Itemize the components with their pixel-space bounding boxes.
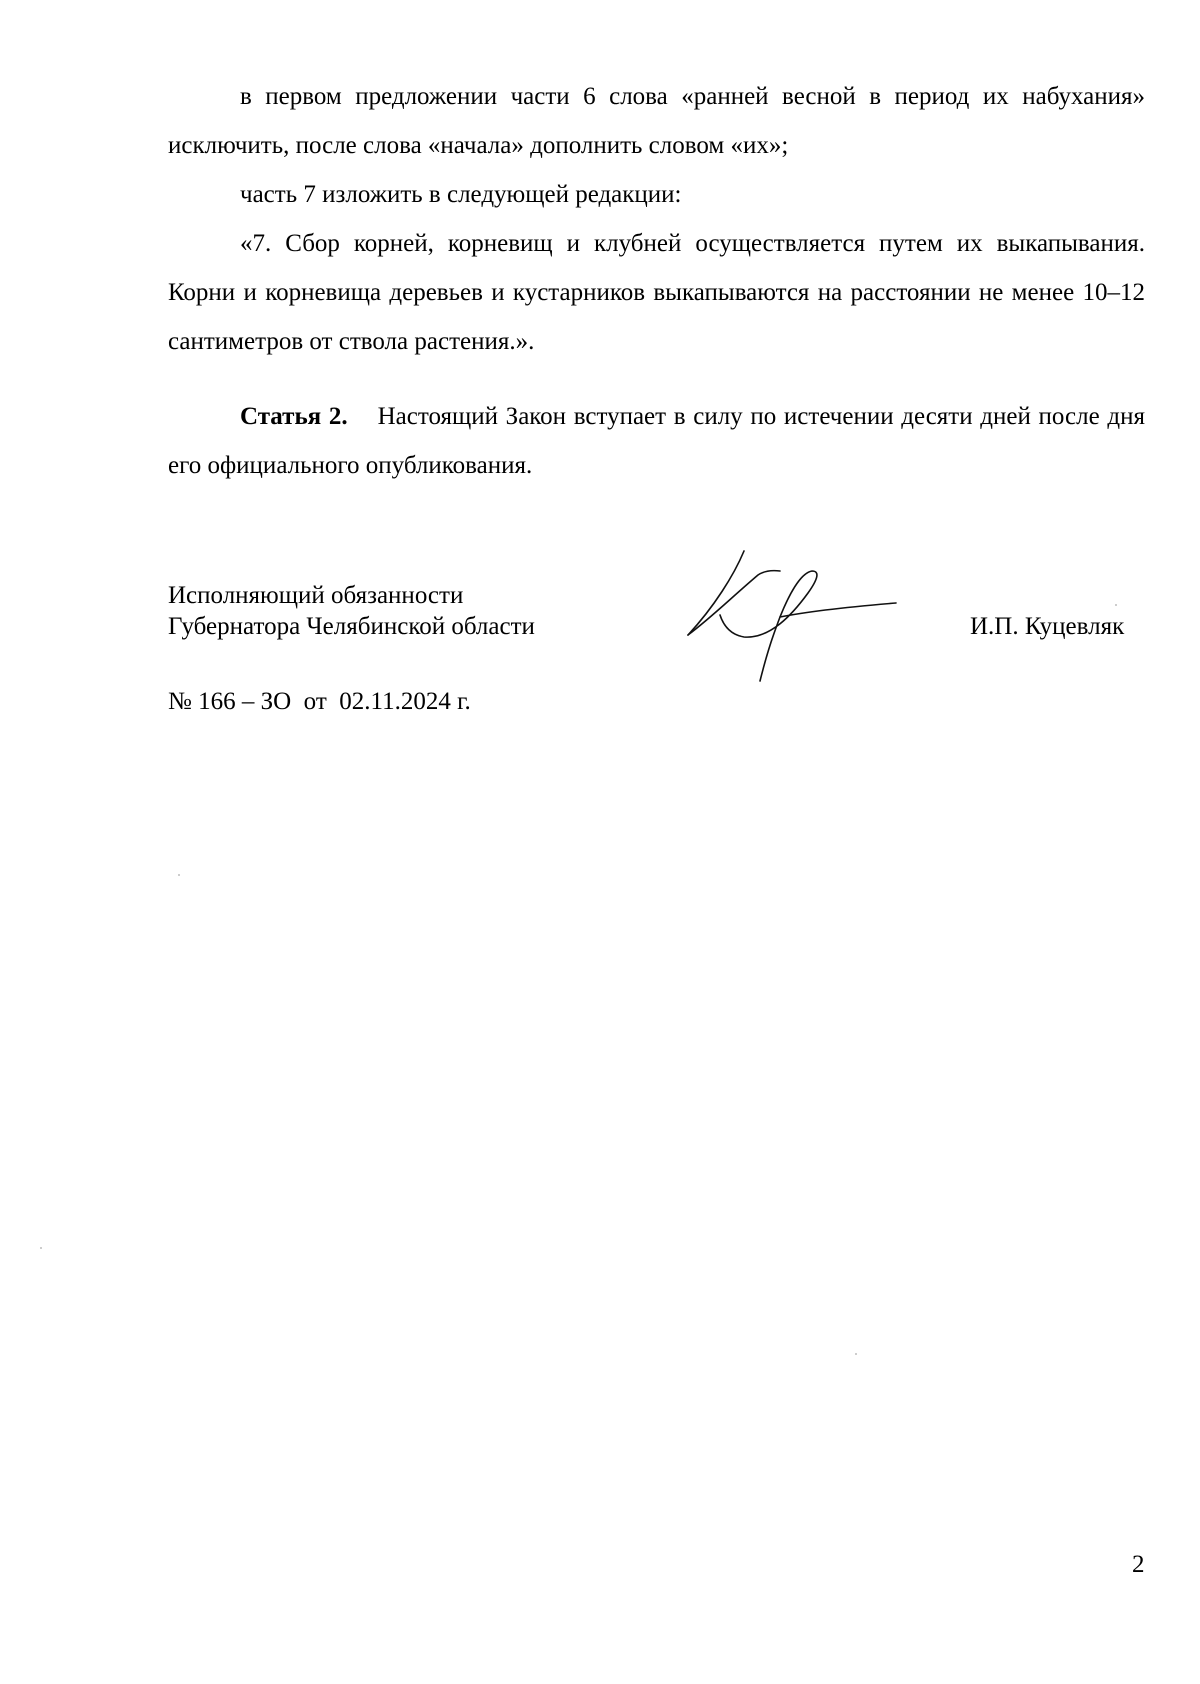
handwritten-signature xyxy=(680,545,910,685)
document-number: № 166 – ЗО от 02.11.2024 г. xyxy=(168,688,471,715)
signatory-position xyxy=(168,580,535,642)
amendment-text xyxy=(168,72,1145,366)
scan-speck xyxy=(40,1247,42,1249)
article-2-text: Настоящий Закон вступает в силу по истечении десяти дней после дня его официального опубликования. xyxy=(168,403,1145,479)
scan-speck xyxy=(855,1353,857,1355)
paragraph-part-7-intro: часть 7 изложить в следующей редакции: xyxy=(240,181,682,208)
article-2-label: Статья 2. xyxy=(240,403,348,430)
page-number: 2 xyxy=(1132,1551,1145,1578)
paragraph-part-7-text: «7. Сбор корней, корневищ и клубней осуществляется путем их выкапывания. Корни и корневища деревьев и кустарников выкапываются на расстоянии не менее 10–12 сантиметров от ствола растения.». xyxy=(168,230,1145,355)
signer-name: И.П. Куцевляк xyxy=(970,613,1125,640)
article-2 xyxy=(168,392,1145,490)
position-line-2: Губернатора Челябинской области xyxy=(168,613,535,640)
scan-speck xyxy=(178,874,180,876)
position-line-1: Исполняющий обязанности xyxy=(168,582,464,609)
paragraph-part-6: в первом предложении части 6 слова «ранней весной в период их набухания» исключить, после слова «начала» дополнить словом «их»; xyxy=(168,83,1145,159)
scan-speck xyxy=(1115,604,1117,606)
